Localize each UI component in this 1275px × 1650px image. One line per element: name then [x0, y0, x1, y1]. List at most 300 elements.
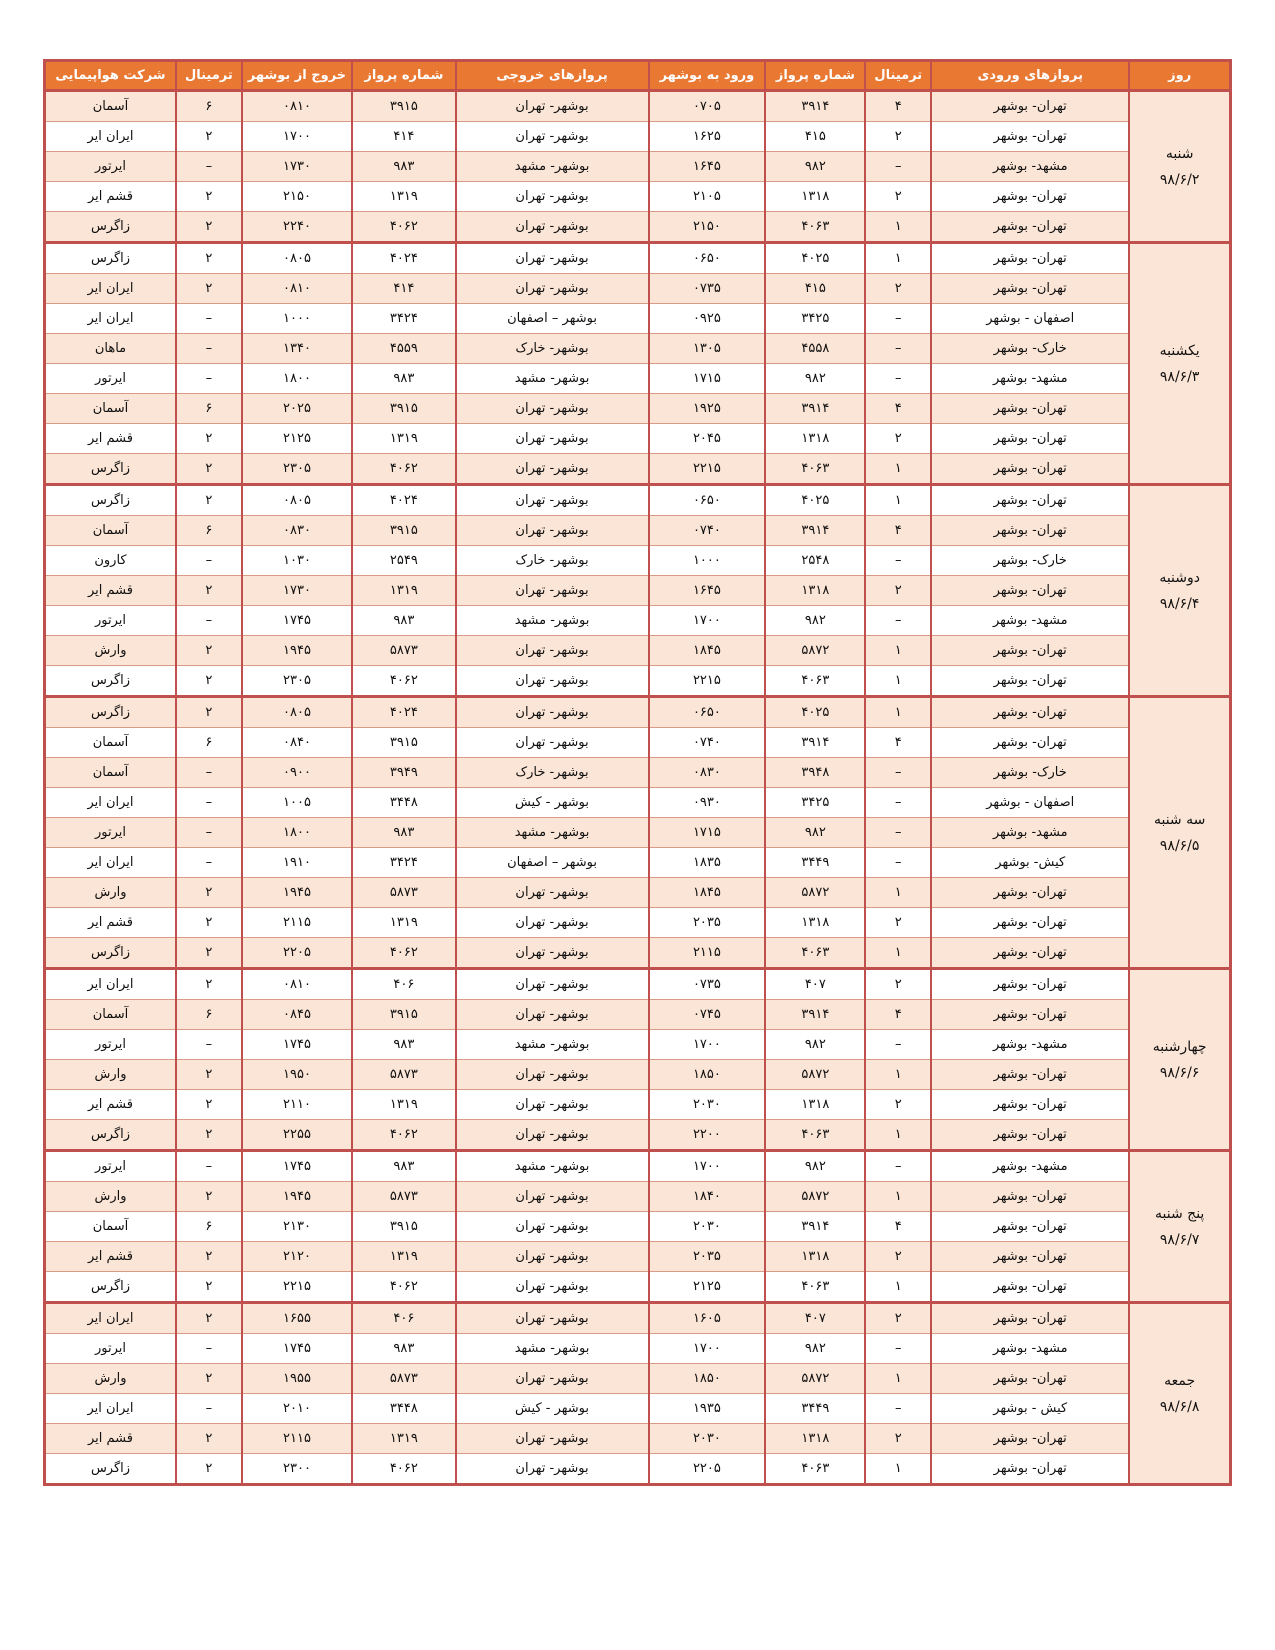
departure-time-cell: ۱۳۴۰ [242, 334, 353, 364]
arrival-route-cell: تهران- بوشهر [931, 454, 1129, 485]
departure-flight-number-cell: ۹۸۳ [352, 818, 455, 848]
departure-terminal-cell: ۲ [176, 1303, 242, 1334]
departure-terminal-cell: ۲ [176, 1090, 242, 1120]
departure-terminal-cell: ۲ [176, 878, 242, 908]
day-name: دوشنبه [1159, 569, 1200, 586]
arrival-route-cell: تهران- بوشهر [931, 1182, 1129, 1212]
table-row [45, 212, 1231, 243]
departure-time-cell: ۱۷۴۵ [242, 1151, 353, 1182]
arrival-time-cell: ۱۹۲۵ [649, 394, 766, 424]
departure-time-cell: ۱۷۳۰ [242, 576, 353, 606]
departure-time-cell: ۱۹۴۵ [242, 878, 353, 908]
departure-time-cell: ۱۰۰۰ [242, 304, 353, 334]
departure-terminal-cell: – [176, 788, 242, 818]
departure-time-cell: ۰۸۱۰ [242, 274, 353, 304]
departure-flight-number-cell: ۵۸۷۳ [352, 636, 455, 666]
header-departure-flight-number: شماره پرواز [352, 61, 455, 91]
table-row [45, 848, 1231, 878]
arrival-time-cell: ۱۷۰۰ [649, 1151, 766, 1182]
arrival-time-cell: ۰۹۳۰ [649, 788, 766, 818]
departure-route-cell: بوشهر- تهران [456, 1364, 649, 1394]
arrival-time-cell: ۱۶۴۵ [649, 576, 766, 606]
arrival-flight-number-cell: ۵۸۷۲ [765, 1060, 865, 1090]
arrival-route-cell: تهران- بوشهر [931, 1060, 1129, 1090]
departure-terminal-cell: ۲ [176, 1424, 242, 1454]
airline-cell: قشم ایر [45, 1090, 177, 1120]
table-row [45, 636, 1231, 666]
departure-time-cell: ۱۸۰۰ [242, 364, 353, 394]
airline-cell: وارش [45, 636, 177, 666]
arrival-terminal-cell: – [865, 304, 931, 334]
departure-route-cell: بوشهر- مشهد [456, 1030, 649, 1060]
header-departure-route: پروازهای خروجی [456, 61, 649, 91]
arrival-route-cell: تهران- بوشهر [931, 878, 1129, 908]
arrival-terminal-cell: – [865, 334, 931, 364]
airline-cell: آسمان [45, 1212, 177, 1242]
table-row [45, 1000, 1231, 1030]
airline-cell: زاگرس [45, 1272, 177, 1303]
arrival-flight-number-cell: ۵۸۷۲ [765, 1182, 865, 1212]
airline-cell: آسمان [45, 91, 177, 122]
departure-time-cell: ۲۱۵۰ [242, 182, 353, 212]
departure-route-cell: بوشهر- مشهد [456, 606, 649, 636]
airline-cell: ایران ایر [45, 304, 177, 334]
day-cell [1129, 969, 1230, 1151]
departure-flight-number-cell: ۱۳۱۹ [352, 182, 455, 212]
departure-terminal-cell: – [176, 818, 242, 848]
table-row [45, 1030, 1231, 1060]
departure-route-cell: بوشهر- تهران [456, 908, 649, 938]
day-name: یکشنبه [1159, 342, 1200, 359]
departure-terminal-cell: ۲ [176, 122, 242, 152]
arrival-terminal-cell: ۱ [865, 1182, 931, 1212]
departure-flight-number-cell: ۳۹۱۵ [352, 394, 455, 424]
departure-route-cell: بوشهر- تهران [456, 122, 649, 152]
arrival-terminal-cell: ۲ [865, 424, 931, 454]
departure-flight-number-cell: ۹۸۳ [352, 152, 455, 182]
departure-time-cell: ۰۸۱۰ [242, 91, 353, 122]
departure-time-cell: ۲۱۱۵ [242, 1424, 353, 1454]
table-row [45, 182, 1231, 212]
airline-cell: زاگرس [45, 666, 177, 697]
arrival-terminal-cell: ۴ [865, 394, 931, 424]
arrival-terminal-cell: ۱ [865, 1364, 931, 1394]
arrival-route-cell: اصفهان - بوشهر [931, 788, 1129, 818]
departure-terminal-cell: ۲ [176, 454, 242, 485]
header-departure-time: خروج از بوشهر [242, 61, 353, 91]
departure-route-cell: بوشهر - کیش [456, 788, 649, 818]
arrival-terminal-cell: ۱ [865, 1272, 931, 1303]
arrival-flight-number-cell: ۱۳۱۸ [765, 1090, 865, 1120]
arrival-time-cell: ۱۸۴۰ [649, 1182, 766, 1212]
departure-flight-number-cell: ۴۰۶ [352, 969, 455, 1000]
flight-schedule-table [43, 59, 1232, 1486]
table-row [45, 1182, 1231, 1212]
arrival-route-cell: کیش - بوشهر [931, 1394, 1129, 1424]
arrival-time-cell: ۰۷۴۰ [649, 728, 766, 758]
arrival-route-cell: تهران- بوشهر [931, 91, 1129, 122]
arrival-route-cell: تهران- بوشهر [931, 697, 1129, 728]
departure-terminal-cell: ۲ [176, 666, 242, 697]
airline-cell: ایرتور [45, 1151, 177, 1182]
arrival-flight-number-cell: ۱۳۱۸ [765, 182, 865, 212]
day-date: ۹۸/۶/۸ [1159, 1398, 1200, 1415]
arrival-route-cell: تهران- بوشهر [931, 274, 1129, 304]
arrival-flight-number-cell: ۳۹۱۴ [765, 728, 865, 758]
departure-flight-number-cell: ۳۴۴۸ [352, 788, 455, 818]
arrival-route-cell: تهران- بوشهر [931, 576, 1129, 606]
arrival-terminal-cell: ۲ [865, 1090, 931, 1120]
arrival-time-cell: ۲۲۱۵ [649, 454, 766, 485]
arrival-time-cell: ۲۰۳۰ [649, 1212, 766, 1242]
arrival-time-cell: ۱۰۰۰ [649, 546, 766, 576]
departure-flight-number-cell: ۱۳۱۹ [352, 424, 455, 454]
day-date: ۹۸/۶/۷ [1159, 1231, 1200, 1248]
arrival-time-cell: ۱۸۵۰ [649, 1060, 766, 1090]
day-cell [1129, 697, 1230, 969]
table-row [45, 424, 1231, 454]
arrival-flight-number-cell: ۹۸۲ [765, 152, 865, 182]
arrival-time-cell: ۲۲۱۵ [649, 666, 766, 697]
arrival-route-cell: تهران- بوشهر [931, 728, 1129, 758]
day-name: سه شنبه [1153, 811, 1206, 828]
arrival-route-cell: تهران- بوشهر [931, 1120, 1129, 1151]
table-row [45, 1212, 1231, 1242]
airline-cell: قشم ایر [45, 424, 177, 454]
airline-cell: وارش [45, 878, 177, 908]
arrival-time-cell: ۱۶۴۵ [649, 152, 766, 182]
departure-route-cell: بوشهر- تهران [456, 1212, 649, 1242]
arrival-route-cell: تهران- بوشهر [931, 424, 1129, 454]
departure-route-cell: بوشهر- تهران [456, 1000, 649, 1030]
day-name: پنج شنبه [1155, 1205, 1205, 1222]
table-row [45, 1272, 1231, 1303]
departure-time-cell: ۰۸۰۵ [242, 697, 353, 728]
table-row [45, 243, 1231, 274]
arrival-terminal-cell: – [865, 1030, 931, 1060]
departure-terminal-cell: ۲ [176, 636, 242, 666]
airline-cell: قشم ایر [45, 908, 177, 938]
arrival-flight-number-cell: ۴۰۶۳ [765, 666, 865, 697]
table-row [45, 938, 1231, 969]
arrival-route-cell: مشهد- بوشهر [931, 364, 1129, 394]
departure-flight-number-cell: ۹۸۳ [352, 364, 455, 394]
departure-time-cell: ۱۹۵۰ [242, 1060, 353, 1090]
departure-time-cell: ۲۳۰۵ [242, 666, 353, 697]
arrival-flight-number-cell: ۱۳۱۸ [765, 1242, 865, 1272]
arrival-flight-number-cell: ۳۴۲۵ [765, 304, 865, 334]
table-row [45, 334, 1231, 364]
airline-cell: زاگرس [45, 1454, 177, 1485]
departure-flight-number-cell: ۴۰۲۴ [352, 243, 455, 274]
arrival-terminal-cell: ۱ [865, 938, 931, 969]
departure-flight-number-cell: ۴۰۶۲ [352, 1272, 455, 1303]
arrival-time-cell: ۱۸۳۵ [649, 848, 766, 878]
arrival-time-cell: ۱۷۱۵ [649, 364, 766, 394]
arrival-route-cell: مشهد- بوشهر [931, 1334, 1129, 1364]
arrival-terminal-cell: ۱ [865, 1454, 931, 1485]
arrival-route-cell: تهران- بوشهر [931, 666, 1129, 697]
departure-time-cell: ۱۷۰۰ [242, 122, 353, 152]
arrival-flight-number-cell: ۵۸۷۲ [765, 1364, 865, 1394]
departure-flight-number-cell: ۹۸۳ [352, 1030, 455, 1060]
departure-route-cell: بوشهر- تهران [456, 1060, 649, 1090]
departure-terminal-cell: – [176, 758, 242, 788]
day-cell [1129, 485, 1230, 697]
departure-route-cell: بوشهر- تهران [456, 485, 649, 516]
day-date: ۹۸/۶/۵ [1159, 837, 1200, 854]
arrival-route-cell: مشهد- بوشهر [931, 818, 1129, 848]
departure-time-cell: ۲۲۰۵ [242, 938, 353, 969]
table-row [45, 122, 1231, 152]
arrival-terminal-cell: ۲ [865, 908, 931, 938]
header-arrival-terminal: ترمینال [865, 61, 931, 91]
departure-terminal-cell: ۲ [176, 1182, 242, 1212]
table-body [45, 91, 1231, 1485]
header-row [45, 61, 1231, 91]
table-row [45, 152, 1231, 182]
departure-flight-number-cell: ۴۰۶۲ [352, 1120, 455, 1151]
arrival-time-cell: ۱۸۵۰ [649, 1364, 766, 1394]
departure-time-cell: ۱۷۳۰ [242, 152, 353, 182]
day-date: ۹۸/۶/۶ [1159, 1064, 1200, 1081]
departure-time-cell: ۱۹۴۵ [242, 1182, 353, 1212]
arrival-time-cell: ۲۰۳۰ [649, 1424, 766, 1454]
departure-terminal-cell: ۲ [176, 938, 242, 969]
arrival-flight-number-cell: ۳۹۱۴ [765, 91, 865, 122]
departure-route-cell: بوشهر- تهران [456, 1272, 649, 1303]
departure-terminal-cell: ۲ [176, 424, 242, 454]
departure-route-cell: بوشهر- تهران [456, 394, 649, 424]
departure-terminal-cell: – [176, 1151, 242, 1182]
arrival-terminal-cell: ۲ [865, 182, 931, 212]
arrival-terminal-cell: ۴ [865, 516, 931, 546]
departure-route-cell: بوشهر- تهران [456, 516, 649, 546]
arrival-terminal-cell: ۱ [865, 697, 931, 728]
arrival-time-cell: ۱۷۱۵ [649, 818, 766, 848]
arrival-terminal-cell: ۲ [865, 576, 931, 606]
airline-cell: ایران ایر [45, 122, 177, 152]
table-row [45, 728, 1231, 758]
departure-route-cell: بوشهر- تهران [456, 91, 649, 122]
airline-cell: آسمان [45, 758, 177, 788]
departure-route-cell: بوشهر- تهران [456, 878, 649, 908]
departure-time-cell: ۱۰۰۵ [242, 788, 353, 818]
airline-cell: آسمان [45, 1000, 177, 1030]
arrival-time-cell: ۱۶۰۵ [649, 1303, 766, 1334]
departure-flight-number-cell: ۴۰۶۲ [352, 454, 455, 485]
airline-cell: آسمان [45, 728, 177, 758]
departure-time-cell: ۱۷۴۵ [242, 1030, 353, 1060]
departure-route-cell: بوشهر- تهران [456, 1424, 649, 1454]
arrival-time-cell: ۲۱۰۵ [649, 182, 766, 212]
departure-time-cell: ۲۰۱۰ [242, 1394, 353, 1424]
airline-cell: زاگرس [45, 212, 177, 243]
departure-terminal-cell: – [176, 304, 242, 334]
arrival-time-cell: ۱۷۰۰ [649, 1334, 766, 1364]
departure-time-cell: ۰۸۱۰ [242, 969, 353, 1000]
arrival-time-cell: ۰۸۳۰ [649, 758, 766, 788]
arrival-route-cell: تهران- بوشهر [931, 485, 1129, 516]
table-row [45, 394, 1231, 424]
table-row [45, 606, 1231, 636]
airline-cell: قشم ایر [45, 1424, 177, 1454]
table-row [45, 1242, 1231, 1272]
arrival-route-cell: تهران- بوشهر [931, 636, 1129, 666]
arrival-flight-number-cell: ۴۰۶۳ [765, 1272, 865, 1303]
departure-flight-number-cell: ۴۰۶۲ [352, 1454, 455, 1485]
departure-route-cell: بوشهر – اصفهان [456, 848, 649, 878]
departure-route-cell: بوشهر- تهران [456, 243, 649, 274]
departure-flight-number-cell: ۴۰۶۲ [352, 666, 455, 697]
arrival-route-cell: تهران- بوشهر [931, 182, 1129, 212]
arrival-flight-number-cell: ۴۱۵ [765, 274, 865, 304]
airline-cell: وارش [45, 1364, 177, 1394]
table-row [45, 908, 1231, 938]
departure-route-cell: بوشهر- تهران [456, 1242, 649, 1272]
table-row [45, 1334, 1231, 1364]
departure-route-cell: بوشهر- تهران [456, 636, 649, 666]
departure-flight-number-cell: ۴۵۵۹ [352, 334, 455, 364]
departure-flight-number-cell: ۱۳۱۹ [352, 1242, 455, 1272]
airline-cell: ایرتور [45, 818, 177, 848]
departure-flight-number-cell: ۴۱۴ [352, 274, 455, 304]
arrival-flight-number-cell: ۹۸۲ [765, 1334, 865, 1364]
departure-flight-number-cell: ۱۳۱۹ [352, 576, 455, 606]
arrival-flight-number-cell: ۳۹۴۸ [765, 758, 865, 788]
departure-time-cell: ۰۸۰۵ [242, 485, 353, 516]
departure-time-cell: ۲۱۱۵ [242, 908, 353, 938]
table-row [45, 1454, 1231, 1485]
departure-time-cell: ۰۸۳۰ [242, 516, 353, 546]
arrival-route-cell: تهران- بوشهر [931, 394, 1129, 424]
table-row [45, 1151, 1231, 1182]
arrival-flight-number-cell: ۹۸۲ [765, 1151, 865, 1182]
departure-route-cell: بوشهر- تهران [456, 1120, 649, 1151]
departure-route-cell: بوشهر- تهران [456, 576, 649, 606]
departure-route-cell: بوشهر- مشهد [456, 1151, 649, 1182]
departure-time-cell: ۱۷۴۵ [242, 1334, 353, 1364]
departure-flight-number-cell: ۳۹۱۵ [352, 1000, 455, 1030]
departure-route-cell: بوشهر- تهران [456, 938, 649, 969]
departure-flight-number-cell: ۵۸۷۳ [352, 1364, 455, 1394]
airline-cell: ایران ایر [45, 848, 177, 878]
departure-route-cell: بوشهر- خارک [456, 546, 649, 576]
arrival-time-cell: ۰۶۵۰ [649, 485, 766, 516]
departure-flight-number-cell: ۱۳۱۹ [352, 1090, 455, 1120]
table-row [45, 969, 1231, 1000]
table-row [45, 1424, 1231, 1454]
arrival-time-cell: ۲۲۰۰ [649, 1120, 766, 1151]
arrival-time-cell: ۲۲۰۵ [649, 1454, 766, 1485]
table-row [45, 878, 1231, 908]
departure-time-cell: ۲۳۰۰ [242, 1454, 353, 1485]
departure-flight-number-cell: ۳۹۴۹ [352, 758, 455, 788]
table-row [45, 91, 1231, 122]
departure-flight-number-cell: ۱۳۱۹ [352, 908, 455, 938]
table-row [45, 1090, 1231, 1120]
departure-route-cell: بوشهر- مشهد [456, 1334, 649, 1364]
arrival-route-cell: تهران- بوشهر [931, 1424, 1129, 1454]
arrival-terminal-cell: – [865, 606, 931, 636]
table-row [45, 485, 1231, 516]
table-row [45, 1303, 1231, 1334]
day-date: ۹۸/۶/۳ [1159, 368, 1200, 385]
arrival-flight-number-cell: ۴۰۶۳ [765, 212, 865, 243]
arrival-terminal-cell: – [865, 848, 931, 878]
departure-time-cell: ۱۶۵۵ [242, 1303, 353, 1334]
departure-terminal-cell: ۲ [176, 1272, 242, 1303]
arrival-route-cell: مشهد- بوشهر [931, 152, 1129, 182]
departure-time-cell: ۲۲۴۰ [242, 212, 353, 243]
departure-flight-number-cell: ۴۰۲۴ [352, 485, 455, 516]
arrival-flight-number-cell: ۱۳۱۸ [765, 424, 865, 454]
arrival-flight-number-cell: ۴۰۲۵ [765, 485, 865, 516]
airline-cell: وارش [45, 1182, 177, 1212]
arrival-route-cell: تهران- بوشهر [931, 1272, 1129, 1303]
arrival-terminal-cell: ۲ [865, 1303, 931, 1334]
arrival-flight-number-cell: ۴۵۵۸ [765, 334, 865, 364]
arrival-terminal-cell: ۱ [865, 454, 931, 485]
departure-route-cell: بوشهر – اصفهان [456, 304, 649, 334]
airline-cell: ایرتور [45, 1334, 177, 1364]
departure-route-cell: بوشهر - کیش [456, 1394, 649, 1424]
arrival-time-cell: ۱۶۲۵ [649, 122, 766, 152]
arrival-time-cell: ۰۹۲۵ [649, 304, 766, 334]
departure-route-cell: بوشهر- خارک [456, 334, 649, 364]
day-date: ۹۸/۶/۲ [1159, 171, 1200, 188]
airline-cell: زاگرس [45, 243, 177, 274]
table-row [45, 1120, 1231, 1151]
table-row [45, 1364, 1231, 1394]
day-cell [1129, 1151, 1230, 1303]
departure-terminal-cell: ۲ [176, 1364, 242, 1394]
arrival-terminal-cell: ۱ [865, 636, 931, 666]
arrival-flight-number-cell: ۹۸۲ [765, 818, 865, 848]
table-row [45, 1394, 1231, 1424]
airline-cell: زاگرس [45, 454, 177, 485]
departure-terminal-cell: ۲ [176, 697, 242, 728]
airline-cell: ایرتور [45, 606, 177, 636]
departure-time-cell: ۱۹۴۵ [242, 636, 353, 666]
departure-time-cell: ۲۰۲۵ [242, 394, 353, 424]
arrival-flight-number-cell: ۴۱۵ [765, 122, 865, 152]
departure-flight-number-cell: ۴۰۲۴ [352, 697, 455, 728]
arrival-route-cell: مشهد- بوشهر [931, 1151, 1129, 1182]
arrival-time-cell: ۱۸۴۵ [649, 636, 766, 666]
arrival-route-cell: اصفهان - بوشهر [931, 304, 1129, 334]
arrival-terminal-cell: – [865, 546, 931, 576]
airline-cell: آسمان [45, 516, 177, 546]
departure-terminal-cell: ۲ [176, 969, 242, 1000]
arrival-flight-number-cell: ۳۹۱۴ [765, 1000, 865, 1030]
departure-terminal-cell: – [176, 848, 242, 878]
departure-flight-number-cell: ۲۵۴۹ [352, 546, 455, 576]
departure-terminal-cell: – [176, 546, 242, 576]
departure-flight-number-cell: ۹۸۳ [352, 1151, 455, 1182]
arrival-flight-number-cell: ۱۳۱۸ [765, 908, 865, 938]
arrival-flight-number-cell: ۴۰۶۳ [765, 938, 865, 969]
arrival-flight-number-cell: ۳۹۱۴ [765, 1212, 865, 1242]
airline-cell: زاگرس [45, 485, 177, 516]
arrival-flight-number-cell: ۳۹۱۴ [765, 516, 865, 546]
airline-cell: زاگرس [45, 697, 177, 728]
arrival-terminal-cell: ۱ [865, 485, 931, 516]
departure-flight-number-cell: ۴۰۶۲ [352, 938, 455, 969]
departure-time-cell: ۱۸۰۰ [242, 818, 353, 848]
arrival-flight-number-cell: ۴۰۶۳ [765, 1454, 865, 1485]
arrival-time-cell: ۰۷۴۵ [649, 1000, 766, 1030]
